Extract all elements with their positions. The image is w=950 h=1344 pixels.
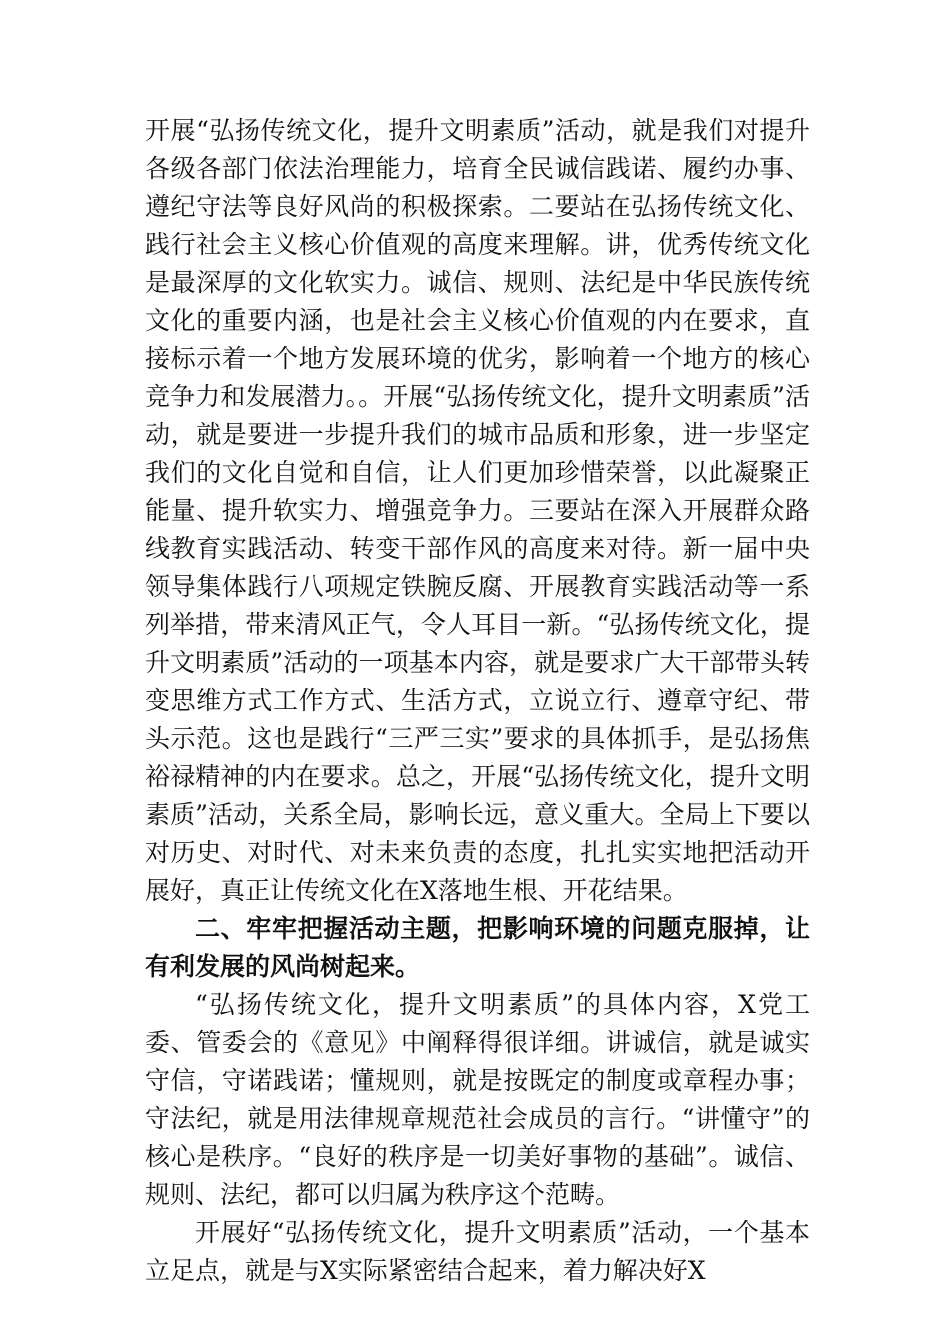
document-body [145, 112, 810, 1290]
body-paragraph-1: 开展“弘扬传统文化，提升文明素质”活动，就是我们对提升各级各部门依法治理能力，培育全民诚信践诺、履约办事、遵纪守法等良好风尚的积极探索。二要站在弘扬传统文化、践行社会主义核心价值观的高度来理解。讲，优秀传统文化是最深厚的文化软实力。诚信、规则、法纪是中华民族传统文化的重要内涵，也是社会主义核心价值观的内在要求，直接标示着一个地方发展环境的优劣，影响着一个地方的核心竞争力和发展潜力。。开展“弘扬传统文化，提升文明素质”活动，就是要进一步提升我们的城市品质和形象，进一步坚定我们的文化自觉和自信，让人们更加珍惜荣誉，以此凝聚正能量、提升软实力、增强竞争力。三要站在深入开展群众路线教育实践活动、转变干部作风的高度来对待。新一届中央领导集体践行八项规定铁腕反腐、开展教育实践活动等一系列举措，带来清风正气，令人耳目一新。“弘扬传统文化，提升文明素质”活动的一项基本内容，就是要求广大干部带头转变思维方式工作方式、生活方式，立说立行、遵章守纪、带头示范。这也是践行“三严三实”要求的具体抓手，是弘扬焦裕禄精神的内在要求。总之，开展“弘扬传统文化，提升文明素质”活动，关系全局，影响长远，意义重大。全局上下要以对历史、对时代、对未来负责的态度，扎扎实实地把活动开展好，真正让传统文化在X落地生根、开花结果。 [145, 116, 810, 905]
section-heading: 二、牢牢把握活动主题，把影响环境的问题克服掉，让有利发展的风尚树起来。 [145, 914, 810, 981]
body-paragraph-2: “弘扬传统文化，提升文明素质”的具体内容，X党工委、管委会的《意见》中阐释得很详细。讲诚信，就是诚实守信，守诺践诺；懂规则，就是按既定的制度或章程办事；守法纪，就是用法律规章规范社会成员的言行。“讲懂守”的核心是秩序。“良好的秩序是一切美好事物的基础”。诚信、规则、法纪，都可以归属为秩序这个范畴。 [145, 990, 810, 1209]
body-paragraph-3: 开展好“弘扬传统文化，提升文明素质”活动，一个基本立足点，就是与X实际紧密结合起来，着力解决好X [145, 1218, 810, 1285]
